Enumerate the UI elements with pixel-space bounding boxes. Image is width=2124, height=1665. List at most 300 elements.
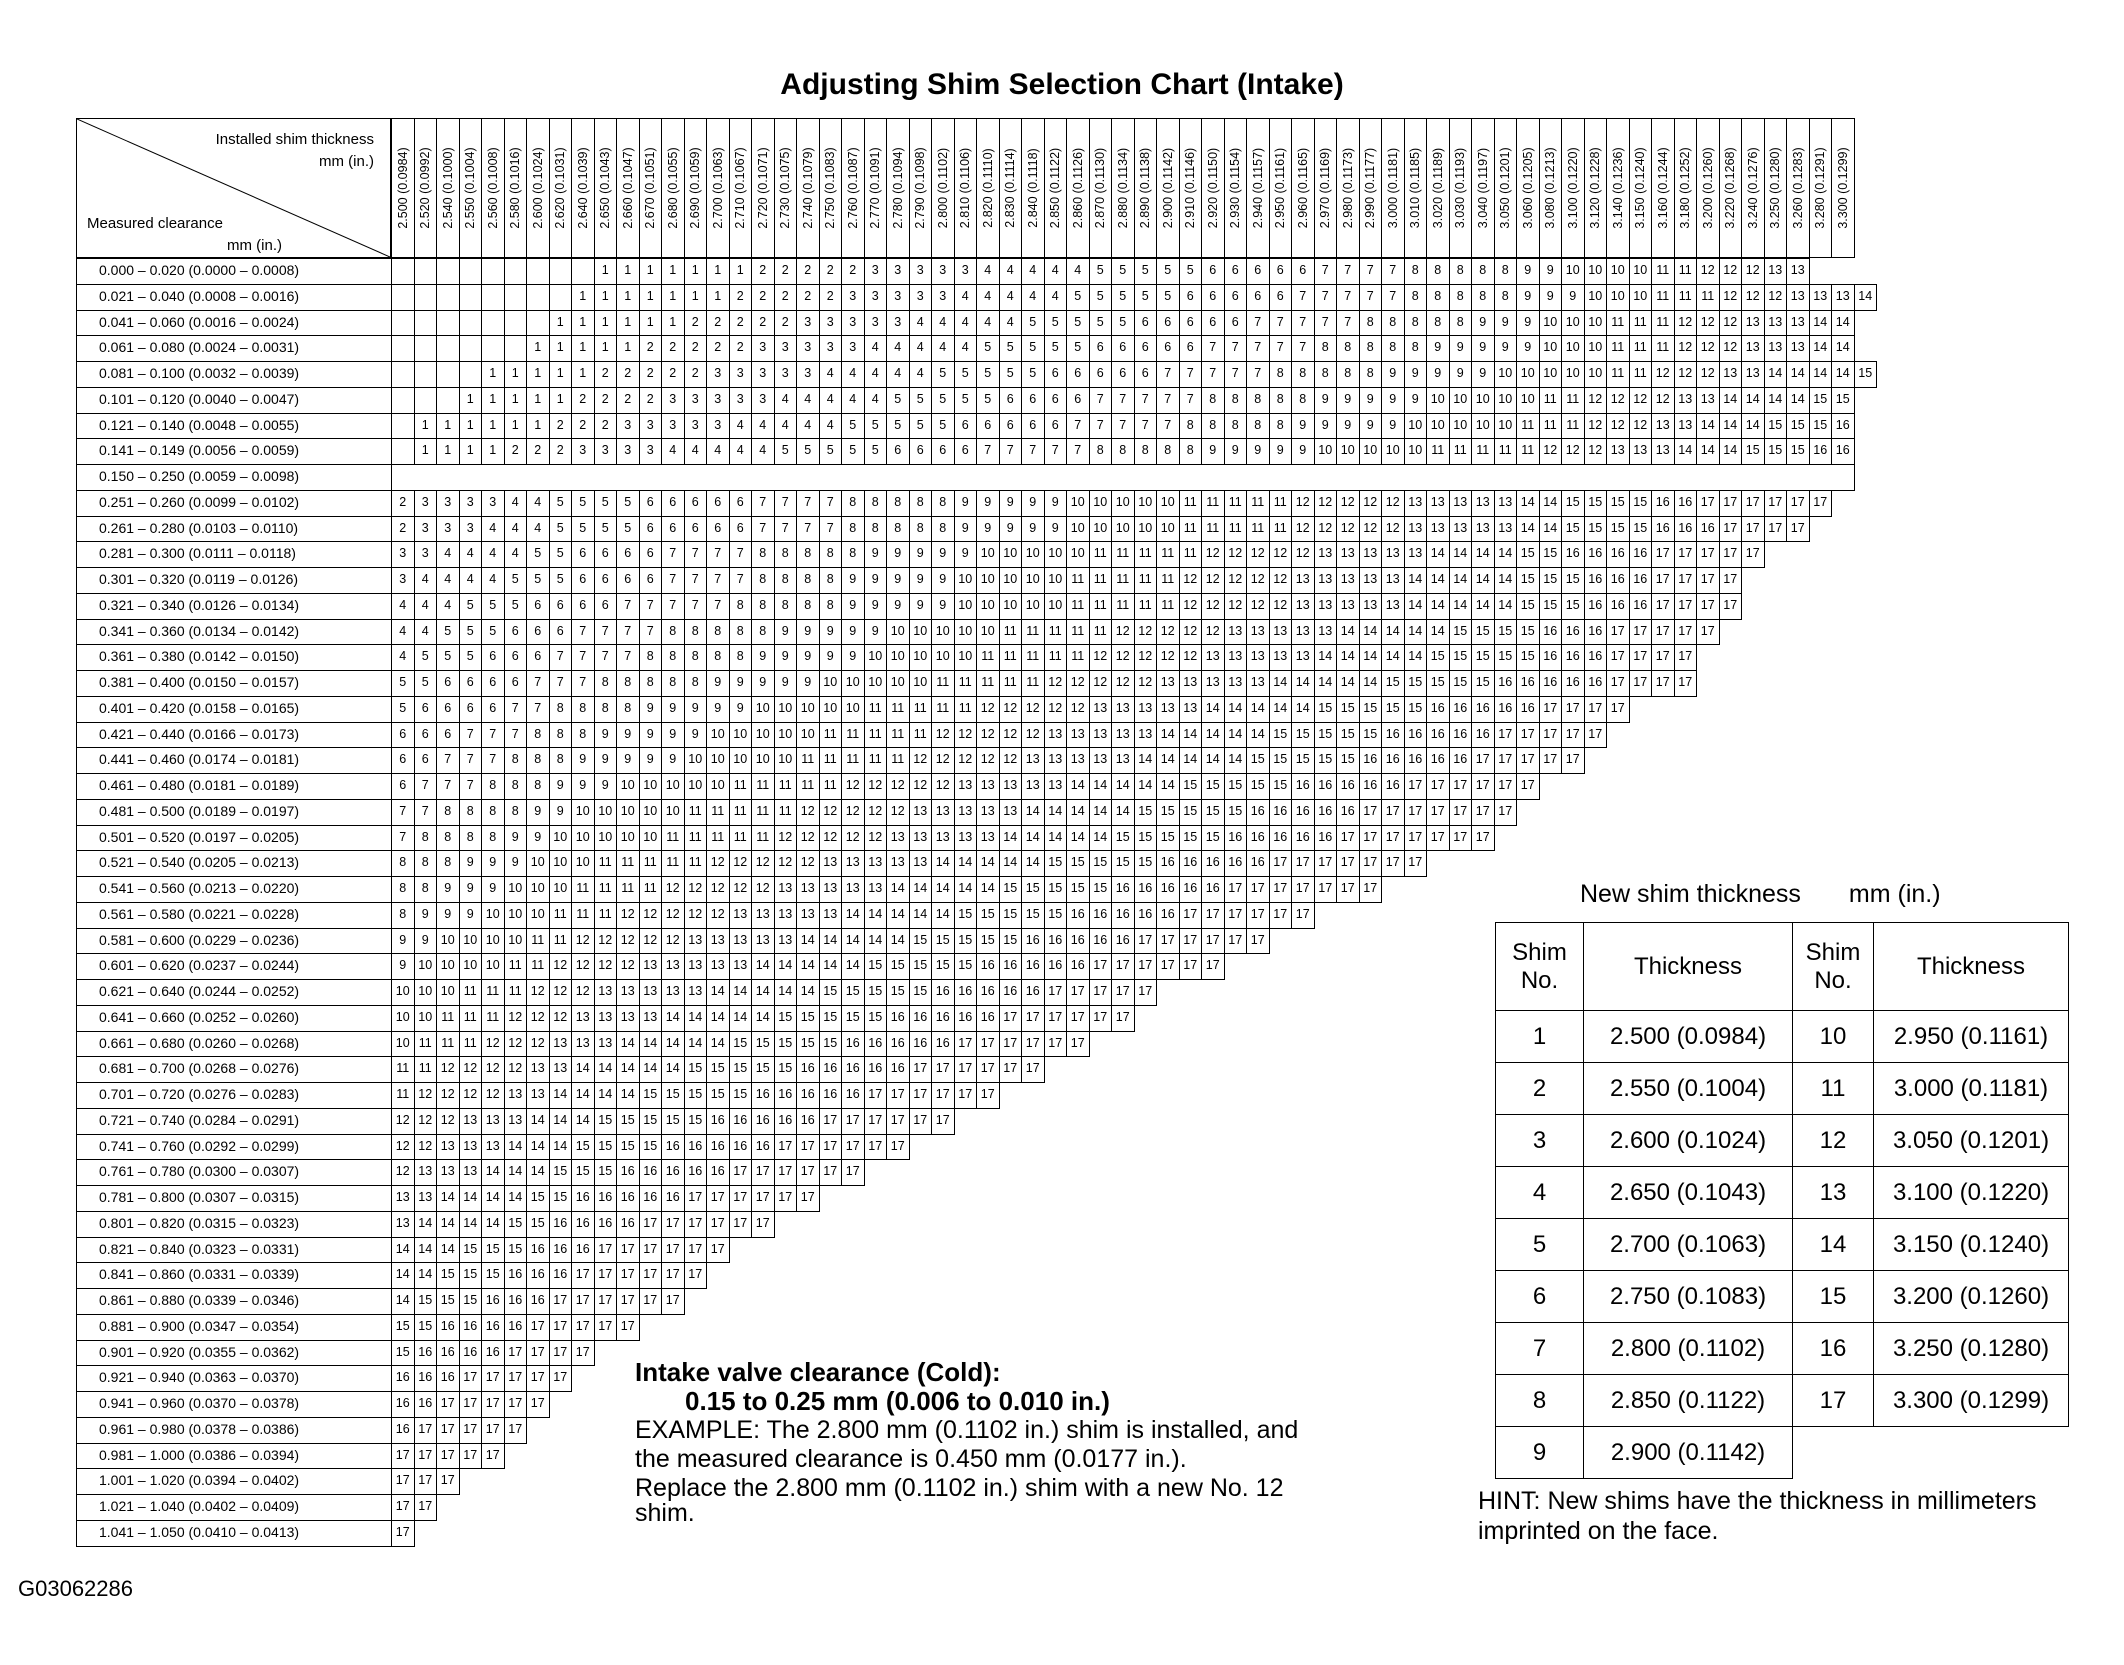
grid-cell: 17	[1651, 644, 1675, 671]
grid-cell: 12	[616, 953, 640, 980]
grid-cell: 8	[1314, 361, 1338, 388]
grid-cell: 17	[1111, 1005, 1135, 1032]
grid-cell: 14	[1404, 593, 1428, 620]
grid-cell: 17	[391, 1443, 415, 1470]
grid-cell-empty	[436, 258, 460, 285]
grid-cell: 9	[976, 516, 1000, 543]
grid-cell: 9	[504, 825, 528, 852]
grid-cell: 17	[1606, 670, 1630, 697]
grid-cell: 3	[729, 361, 753, 388]
grid-cell: 12	[706, 876, 730, 903]
grid-cell: 1	[594, 258, 618, 285]
grid-cell: 7	[1066, 438, 1090, 465]
grid-cell: 12	[1584, 413, 1608, 440]
grid-cell: 15	[931, 928, 955, 955]
grid-cell: 15	[1786, 413, 1810, 440]
grid-cell: 11	[1021, 619, 1045, 646]
grid-cell: 16	[1471, 696, 1495, 723]
grid-cell: 15	[1359, 722, 1383, 749]
grid-cell: 12	[459, 1082, 483, 1109]
installed-shim-header	[1786, 118, 1810, 258]
grid-cell: 16	[1629, 541, 1653, 568]
grid-cell: 4	[436, 567, 460, 594]
grid-cell: 15	[999, 902, 1023, 929]
page-title: Adjusting Shim Selection Chart (Intake)	[780, 68, 1344, 101]
installed-shim-header	[639, 118, 663, 258]
grid-cell: 12	[391, 1159, 415, 1186]
grid-cell: 8	[1269, 387, 1293, 414]
grid-cell: 14	[661, 1005, 685, 1032]
grid-cell: 7	[549, 670, 573, 697]
grid-cell: 16	[436, 1365, 460, 1392]
shim-thickness: 2.750 (0.1083)	[1584, 1271, 1793, 1323]
grid-cell: 15	[1404, 670, 1428, 697]
grid-cell: 16	[1494, 670, 1518, 697]
grid-cell: 11	[886, 696, 910, 723]
grid-cell: 12	[1134, 670, 1158, 697]
grid-cell: 15	[1246, 773, 1270, 800]
grid-cell: 14	[954, 876, 978, 903]
grid-cell: 9	[796, 670, 820, 697]
grid-cell: 13	[504, 1082, 528, 1109]
grid-cell: 2	[571, 413, 595, 440]
grid-cell: 17	[796, 1134, 820, 1161]
grid-cell: 15	[909, 953, 933, 980]
grid-cell: 15	[1584, 516, 1608, 543]
grid-cell: 8	[1359, 335, 1383, 362]
grid-cell: 3	[751, 361, 775, 388]
grid-cell: 17	[549, 1340, 573, 1367]
grid-cell: 15	[1224, 773, 1248, 800]
grid-cell: 9	[909, 567, 933, 594]
grid-cell: 6	[1089, 335, 1113, 362]
grid-cell: 17	[751, 1185, 775, 1212]
grid-cell: 17	[706, 1237, 730, 1264]
grid-cell: 12	[729, 876, 753, 903]
grid-cell: 15	[751, 1056, 775, 1083]
grid-cell: 15	[504, 1211, 528, 1238]
grid-cell: 10	[1539, 310, 1563, 337]
grid-cell: 5	[909, 413, 933, 440]
grid-cell: 3	[886, 310, 910, 337]
grid-cell: 15	[1066, 850, 1090, 877]
grid-cell: 8	[1269, 413, 1293, 440]
grid-cell: 5	[571, 490, 595, 517]
grid-cell: 17	[1719, 490, 1743, 517]
grid-cell-empty	[414, 284, 438, 311]
grid-cell: 2	[774, 258, 798, 285]
grid-cell: 10	[1561, 310, 1585, 337]
grid-cell: 8	[751, 541, 775, 568]
grid-cell: 1	[481, 361, 505, 388]
grid-cell: 9	[684, 696, 708, 723]
grid-cell: 12	[1179, 619, 1203, 646]
grid-cell-empty	[414, 310, 438, 337]
grid-cell: 10	[954, 567, 978, 594]
grid-cell: 17	[459, 1391, 483, 1418]
grid-cell: 8	[1111, 438, 1135, 465]
grid-cell: 13	[1179, 670, 1203, 697]
grid-cell: 8	[414, 876, 438, 903]
grid-cell: 10	[1134, 516, 1158, 543]
grid-cell: 7	[1336, 284, 1360, 311]
grid-cell: 2	[661, 361, 685, 388]
grid-cell: 7	[616, 593, 640, 620]
grid-cell: 8	[571, 696, 595, 723]
grid-cell: 17	[1629, 644, 1653, 671]
grid-cell: 16	[481, 1340, 505, 1367]
grid-cell: 15	[909, 928, 933, 955]
grid-cell: 17	[1786, 490, 1810, 517]
grid-cell: 17	[571, 1314, 595, 1341]
grid-cell: 14	[549, 1134, 573, 1161]
grid-cell: 11	[639, 876, 663, 903]
grid-cell: 13	[1179, 696, 1203, 723]
installed-shim-label: 3.010 (0.1185)	[1408, 147, 1423, 229]
grid-cell: 10	[1561, 361, 1585, 388]
grid-cell: 2	[706, 335, 730, 362]
grid-cell: 9	[841, 644, 865, 671]
grid-cell: 10	[1494, 361, 1518, 388]
installed-shim-header	[976, 118, 1000, 258]
grid-cell: 15	[594, 1134, 618, 1161]
grid-cell: 10	[751, 696, 775, 723]
grid-cell: 1	[729, 258, 753, 285]
grid-cell: 6	[1021, 387, 1045, 414]
grid-cell: 4	[819, 413, 843, 440]
grid-cell: 15	[1336, 696, 1360, 723]
grid-cell: 9	[1381, 413, 1405, 440]
installed-shim-header	[1584, 118, 1608, 258]
grid-cell: 15	[1584, 490, 1608, 517]
grid-cell: 15	[1471, 619, 1495, 646]
grid-cell: 8	[1426, 310, 1450, 337]
grid-cell: 10	[729, 747, 753, 774]
grid-cell: 5	[594, 490, 618, 517]
grid-cell: 13	[1291, 644, 1315, 671]
grid-cell: 13	[1426, 490, 1450, 517]
grid-cell: 14	[504, 1159, 528, 1186]
grid-cell: 16	[796, 1056, 820, 1083]
grid-cell: 12	[841, 825, 865, 852]
grid-cell: 12	[864, 799, 888, 826]
measured-clearance-label: 0.861 – 0.880 (0.0339 – 0.0346)	[76, 1288, 392, 1315]
grid-cell: 12	[1584, 438, 1608, 465]
grid-cell: 15	[1809, 387, 1833, 414]
grid-cell: 13	[1044, 747, 1068, 774]
grid-cell: 16	[1044, 953, 1068, 980]
grid-cell: 10	[1089, 516, 1113, 543]
grid-cell: 13	[1606, 438, 1630, 465]
grid-cell: 11	[1426, 438, 1450, 465]
grid-cell: 2	[751, 284, 775, 311]
grid-cell: 7	[1359, 284, 1383, 311]
grid-cell: 16	[1561, 541, 1585, 568]
grid-cell: 14	[1089, 799, 1113, 826]
grid-cell: 10	[886, 670, 910, 697]
grid-cell: 17	[886, 1134, 910, 1161]
grid-cell: 10	[1381, 438, 1405, 465]
grid-cell: 13	[864, 876, 888, 903]
installed-shim-header	[1111, 118, 1135, 258]
grid-cell: 4	[774, 413, 798, 440]
grid-cell: 17	[819, 1108, 843, 1135]
grid-cell: 9	[1359, 413, 1383, 440]
shim-no: 10	[1793, 1011, 1874, 1063]
grid-cell: 14	[1021, 850, 1045, 877]
grid-cell: 15	[1314, 722, 1338, 749]
grid-cell: 13	[1629, 438, 1653, 465]
grid-cell: 11	[976, 644, 1000, 671]
grid-cell: 6	[436, 722, 460, 749]
grid-cell: 9	[1381, 387, 1405, 414]
grid-cell: 12	[886, 799, 910, 826]
grid-cell: 15	[1201, 825, 1225, 852]
grid-cell: 14	[526, 1159, 550, 1186]
grid-cell: 10	[1449, 413, 1473, 440]
grid-cell: 7	[819, 490, 843, 517]
installed-shim-header	[1471, 118, 1495, 258]
grid-cell: 3	[909, 258, 933, 285]
grid-cell: 17	[1494, 722, 1518, 749]
grid-cell: 17	[1381, 825, 1405, 852]
grid-cell: 17	[616, 1314, 640, 1341]
grid-cell: 16	[1629, 593, 1653, 620]
grid-cell: 4	[954, 335, 978, 362]
grid-cell: 8	[1246, 413, 1270, 440]
grid-cell: 15	[886, 979, 910, 1006]
grid-cell: 2	[661, 335, 685, 362]
grid-cell: 4	[526, 516, 550, 543]
grid-cell: 14	[1201, 722, 1225, 749]
grid-cell: 13	[1651, 413, 1675, 440]
example-line: Replace the 2.800 mm (0.1102 in.) shim with a new No. 12	[635, 1474, 1284, 1502]
grid-cell: 10	[549, 850, 573, 877]
grid-cell: 15	[819, 979, 843, 1006]
grid-cell: 14	[1224, 747, 1248, 774]
grid-cell: 16	[1516, 670, 1540, 697]
grid-cell: 11	[864, 747, 888, 774]
grid-cell: 11	[909, 696, 933, 723]
installed-shim-label: 2.880 (0.1134)	[1115, 147, 1130, 229]
grid-cell: 17	[1741, 541, 1765, 568]
grid-cell: 6	[1224, 258, 1248, 285]
grid-cell: 11	[459, 1005, 483, 1032]
grid-cell: 4	[976, 258, 1000, 285]
grid-cell: 16	[1021, 953, 1045, 980]
grid-cell: 15	[1741, 438, 1765, 465]
corner-measured-unit: mm (in.)	[227, 237, 282, 254]
grid-cell: 6	[684, 516, 708, 543]
shim-no: 6	[1496, 1271, 1584, 1323]
grid-cell: 15	[751, 1031, 775, 1058]
grid-cell: 8	[1336, 361, 1360, 388]
grid-cell: 5	[504, 593, 528, 620]
grid-cell: 11	[1629, 335, 1653, 362]
grid-cell: 11	[1651, 258, 1675, 285]
grid-cell: 9	[391, 928, 415, 955]
grid-cell: 17	[1089, 1005, 1113, 1032]
installed-shim-label: 2.930 (0.1154)	[1228, 147, 1243, 229]
grid-cell: 1	[549, 335, 573, 362]
grid-cell-empty	[504, 284, 528, 311]
grid-cell: 2	[774, 284, 798, 311]
grid-cell: 6	[616, 567, 640, 594]
grid-cell: 13	[1201, 670, 1225, 697]
grid-cell: 17	[1404, 773, 1428, 800]
grid-cell: 13	[684, 928, 708, 955]
grid-cell: 6	[954, 438, 978, 465]
grid-cell: 4	[481, 516, 505, 543]
grid-cell: 13	[1719, 361, 1743, 388]
grid-cell: 14	[931, 850, 955, 877]
grid-cell: 10	[436, 979, 460, 1006]
new-shim-caption-text: New shim thickness	[1580, 880, 1801, 908]
grid-cell: 13	[1314, 541, 1338, 568]
grid-cell: 10	[1066, 541, 1090, 568]
grid-cell: 15	[1134, 850, 1158, 877]
grid-cell: 17	[616, 1237, 640, 1264]
grid-cell: 12	[1359, 516, 1383, 543]
grid-cell: 15	[616, 1134, 640, 1161]
grid-cell: 16	[504, 1288, 528, 1315]
grid-cell: 11	[391, 1056, 415, 1083]
grid-cell: 14	[1404, 619, 1428, 646]
grid-cell: 15	[504, 1237, 528, 1264]
grid-cell: 7	[999, 438, 1023, 465]
grid-cell: 8	[909, 490, 933, 517]
grid-cell: 9	[1516, 284, 1540, 311]
grid-cell: 14	[886, 876, 910, 903]
grid-cell: 4	[819, 361, 843, 388]
grid-cell: 1	[549, 310, 573, 337]
grid-cell: 17	[1561, 696, 1585, 723]
grid-cell: 17	[1314, 850, 1338, 877]
grid-cell: 17	[796, 1185, 820, 1212]
grid-cell: 14	[751, 1005, 775, 1032]
grid-cell: 17	[909, 1108, 933, 1135]
grid-cell: 17	[459, 1417, 483, 1444]
grid-cell: 16	[391, 1365, 415, 1392]
installed-shim-header	[1224, 118, 1248, 258]
grid-cell: 7	[639, 619, 663, 646]
grid-cell: 5	[1156, 258, 1180, 285]
grid-cell: 6	[1269, 258, 1293, 285]
installed-shim-label: 3.080 (0.1213)	[1543, 147, 1558, 229]
grid-cell: 17	[1786, 516, 1810, 543]
grid-cell: 15	[706, 1082, 730, 1109]
grid-cell: 2	[616, 387, 640, 414]
grid-cell: 14	[1426, 593, 1450, 620]
installed-shim-label: 3.280 (0.1291)	[1813, 147, 1828, 229]
grid-cell: 14	[391, 1237, 415, 1264]
grid-cell: 6	[414, 747, 438, 774]
grid-cell: 17	[931, 1082, 955, 1109]
grid-cell: 14	[1179, 747, 1203, 774]
grid-cell: 16	[1066, 902, 1090, 929]
grid-cell: 14	[549, 1108, 573, 1135]
grid-cell: 8	[1471, 258, 1495, 285]
grid-cell: 8	[819, 541, 843, 568]
grid-cell: 9	[796, 644, 820, 671]
grid-cell: 9	[751, 670, 775, 697]
grid-cell: 17	[1606, 644, 1630, 671]
grid-cell: 16	[1201, 850, 1225, 877]
installed-shim-header	[1404, 118, 1428, 258]
installed-shim-label: 2.960 (0.1165)	[1295, 147, 1310, 229]
grid-cell: 17	[886, 1108, 910, 1135]
grid-cell: 2	[841, 258, 865, 285]
grid-cell: 5	[459, 644, 483, 671]
grid-cell: 5	[976, 361, 1000, 388]
grid-cell: 14	[976, 876, 1000, 903]
grid-cell: 3	[571, 438, 595, 465]
grid-cell: 13	[1336, 541, 1360, 568]
grid-cell: 17	[549, 1288, 573, 1315]
grid-cell: 6	[999, 413, 1023, 440]
grid-cell: 7	[481, 722, 505, 749]
grid-cell: 15	[1066, 876, 1090, 903]
grid-cell: 13	[1224, 644, 1248, 671]
grid-cell: 17	[751, 1211, 775, 1238]
grid-cell: 8	[1404, 284, 1428, 311]
grid-cell: 4	[796, 413, 820, 440]
grid-cell: 13	[594, 979, 618, 1006]
grid-cell: 6	[886, 438, 910, 465]
installed-shim-header	[1449, 118, 1473, 258]
grid-cell: 15	[819, 1005, 843, 1032]
grid-cell: 5	[594, 516, 618, 543]
grid-cell: 17	[616, 1288, 640, 1315]
grid-cell: 10	[1066, 516, 1090, 543]
grid-cell: 16	[909, 1005, 933, 1032]
grid-cell: 8	[616, 670, 640, 697]
grid-cell: 17	[864, 1082, 888, 1109]
grid-cell: 17	[414, 1494, 438, 1521]
grid-cell: 16	[706, 1108, 730, 1135]
grid-cell: 15	[594, 1159, 618, 1186]
grid-cell-empty	[436, 361, 460, 388]
grid-cell: 15	[1314, 696, 1338, 723]
grid-cell: 10	[841, 670, 865, 697]
grid-cell: 6	[1201, 284, 1225, 311]
grid-cell: 10	[931, 619, 955, 646]
grid-cell: 14	[436, 1211, 460, 1238]
grid-cell: 7	[1314, 284, 1338, 311]
grid-cell: 6	[391, 722, 415, 749]
grid-cell: 16	[391, 1417, 415, 1444]
grid-cell: 14	[1066, 825, 1090, 852]
grid-cell: 14	[594, 1082, 618, 1109]
grid-cell: 5	[931, 413, 955, 440]
grid-cell: 10	[481, 902, 505, 929]
grid-cell-empty	[414, 258, 438, 285]
grid-cell: 11	[661, 825, 685, 852]
grid-cell: 6	[1246, 258, 1270, 285]
installed-shim-header	[841, 118, 865, 258]
grid-cell: 17	[1066, 979, 1090, 1006]
grid-cell: 16	[1831, 413, 1855, 440]
installed-shim-header	[1089, 118, 1113, 258]
grid-cell: 17	[1336, 825, 1360, 852]
grid-cell: 17	[729, 1159, 753, 1186]
grid-cell: 10	[661, 799, 685, 826]
grid-cell: 4	[864, 361, 888, 388]
grid-cell: 6	[999, 387, 1023, 414]
grid-cell: 15	[1561, 567, 1585, 594]
grid-cell: 17	[1336, 876, 1360, 903]
grid-cell: 14	[1719, 387, 1743, 414]
